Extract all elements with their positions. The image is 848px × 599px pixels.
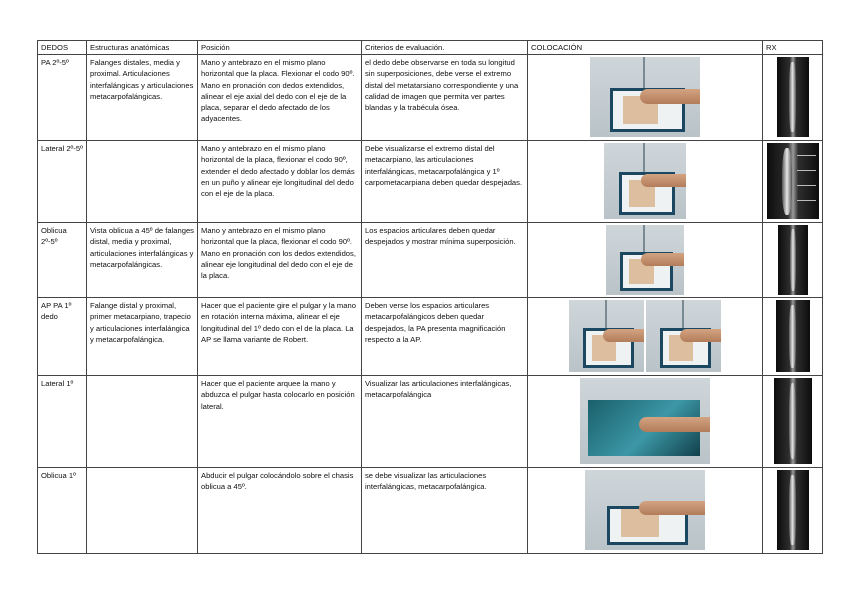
xray-image xyxy=(777,470,809,550)
cell-colocacion xyxy=(528,55,763,141)
positioning-photo xyxy=(606,225,684,295)
table-row xyxy=(38,223,823,298)
table-row xyxy=(38,376,823,468)
xray-image xyxy=(767,143,819,219)
cell-rx xyxy=(763,376,823,468)
cell-dedos: AP PA 1º dedo xyxy=(38,298,87,376)
positioning-photo xyxy=(604,143,686,219)
cell-colocacion xyxy=(528,376,763,468)
cell-criterios: Los espacios articulares deben quedar despejados y mostrar mínima superposición. xyxy=(362,223,528,298)
xray-image xyxy=(777,57,809,137)
cell-estructuras: Vista oblicua a 45º de falanges distal, media y proximal, articulaciones interfalángicas y metacarpofalángicas. xyxy=(87,223,198,298)
positioning-photo-ap xyxy=(569,300,644,372)
cell-estructuras: Falange distal y proximal, primer metacarpiano, trapecio y articulaciones interfalángica y metacarpofalángica. xyxy=(87,298,198,376)
cell-dedos: Lateral 2º-5º xyxy=(38,141,87,223)
positioning-photo-pa xyxy=(646,300,721,372)
cell-dedos: Oblicua 2º-5º xyxy=(38,223,87,298)
cell-posicion: Mano y antebrazo en el mismo plano horizontal de la placa, flexionar el codo 90º, extender el dedo afectado y doblar los demás en un puño y alinear eje longitudinal del dedo con el eje de la placa. xyxy=(198,141,362,223)
xray-image xyxy=(778,225,808,295)
cell-dedos: Oblicua 1º xyxy=(38,468,87,554)
cell-estructuras xyxy=(87,141,198,223)
header-colocacion: COLOCACIÓN xyxy=(528,41,763,55)
cell-colocacion xyxy=(528,141,763,223)
header-rx: RX xyxy=(763,41,823,55)
cell-dedos: PA 2º-5º xyxy=(38,55,87,141)
cell-estructuras xyxy=(87,468,198,554)
cell-criterios: se debe visualizar las articulaciones interfalángicas, metacarpofalángica. xyxy=(362,468,528,554)
cell-estructuras xyxy=(87,376,198,468)
positioning-table xyxy=(37,40,823,554)
table-row xyxy=(38,468,823,554)
xray-image xyxy=(776,300,810,372)
cell-criterios: el dedo debe observarse en toda su longitud sin superposiciones, debe verse el extremo distal del metatarsiano correspondiente y una calidad de imagen que permita ver partes blandas y la trabécula ósea. xyxy=(362,55,528,141)
cell-colocacion xyxy=(528,468,763,554)
cell-rx xyxy=(763,223,823,298)
header-dedos: DEDOS xyxy=(38,41,87,55)
cell-posicion: Hacer que el paciente arquee la mano y abduzca el pulgar hasta colocarlo en posición lateral. xyxy=(198,376,362,468)
cell-colocacion xyxy=(528,298,763,376)
header-estructuras: Estructuras anatómicas xyxy=(87,41,198,55)
table-row xyxy=(38,298,823,376)
cell-criterios: Visualizar las articulaciones interfalángicas, metacarpofalángica xyxy=(362,376,528,468)
cell-rx xyxy=(763,298,823,376)
header-row xyxy=(38,41,823,55)
cell-dedos: Lateral 1º xyxy=(38,376,87,468)
cell-posicion: Abducir el pulgar colocándolo sobre el chasis oblicua a 45º. xyxy=(198,468,362,554)
table-row xyxy=(38,141,823,223)
cell-posicion: Mano y antebrazo en el mismo plano horizontal que la placa. Flexionar el codo 90º. Mano en pronación con dedos extendidos, alinear el eje axial del dedo con el eje de la placa, separar el dedo afectado de los adyacentes. xyxy=(198,55,362,141)
table-row xyxy=(38,55,823,141)
cell-colocacion xyxy=(528,223,763,298)
cell-rx xyxy=(763,55,823,141)
positioning-photo xyxy=(585,470,705,550)
cell-rx xyxy=(763,141,823,223)
xray-image xyxy=(774,378,812,464)
header-criterios: Criterios de evaluación. xyxy=(362,41,528,55)
positioning-photo xyxy=(590,57,700,137)
cell-posicion: Mano y antebrazo en el mismo plano horizontal que la placa, flexionar el codo 90º. Mano en pronación con los dedos extendidos, alinear eje longitudinal del dedo con el eje de la placa. xyxy=(198,223,362,298)
cell-estructuras: Falanges distales, media y proximal. Articulaciones interfalángicas y articulaciones metacarpofalángicas. xyxy=(87,55,198,141)
cell-criterios: Debe visualizarse el extremo distal del metacarpiano, las articulaciones interfalángicas, metacarpofalángica y 1º carpometacarpiana deben quedar despejadas. xyxy=(362,141,528,223)
cell-criterios: Deben verse los espacios articulares metacarpofalángicos deben quedar despejados, la PA presenta magnificación respecto a la AP. xyxy=(362,298,528,376)
positioning-photo xyxy=(580,378,710,464)
cell-rx xyxy=(763,468,823,554)
cell-posicion: Hacer que el paciente gire el pulgar y la mano en rotación interna máxima, alinear el eje longitudinal del 1º dedo con el de la placa. La AP se llama variante de Robert. xyxy=(198,298,362,376)
header-posicion: Posición xyxy=(198,41,362,55)
